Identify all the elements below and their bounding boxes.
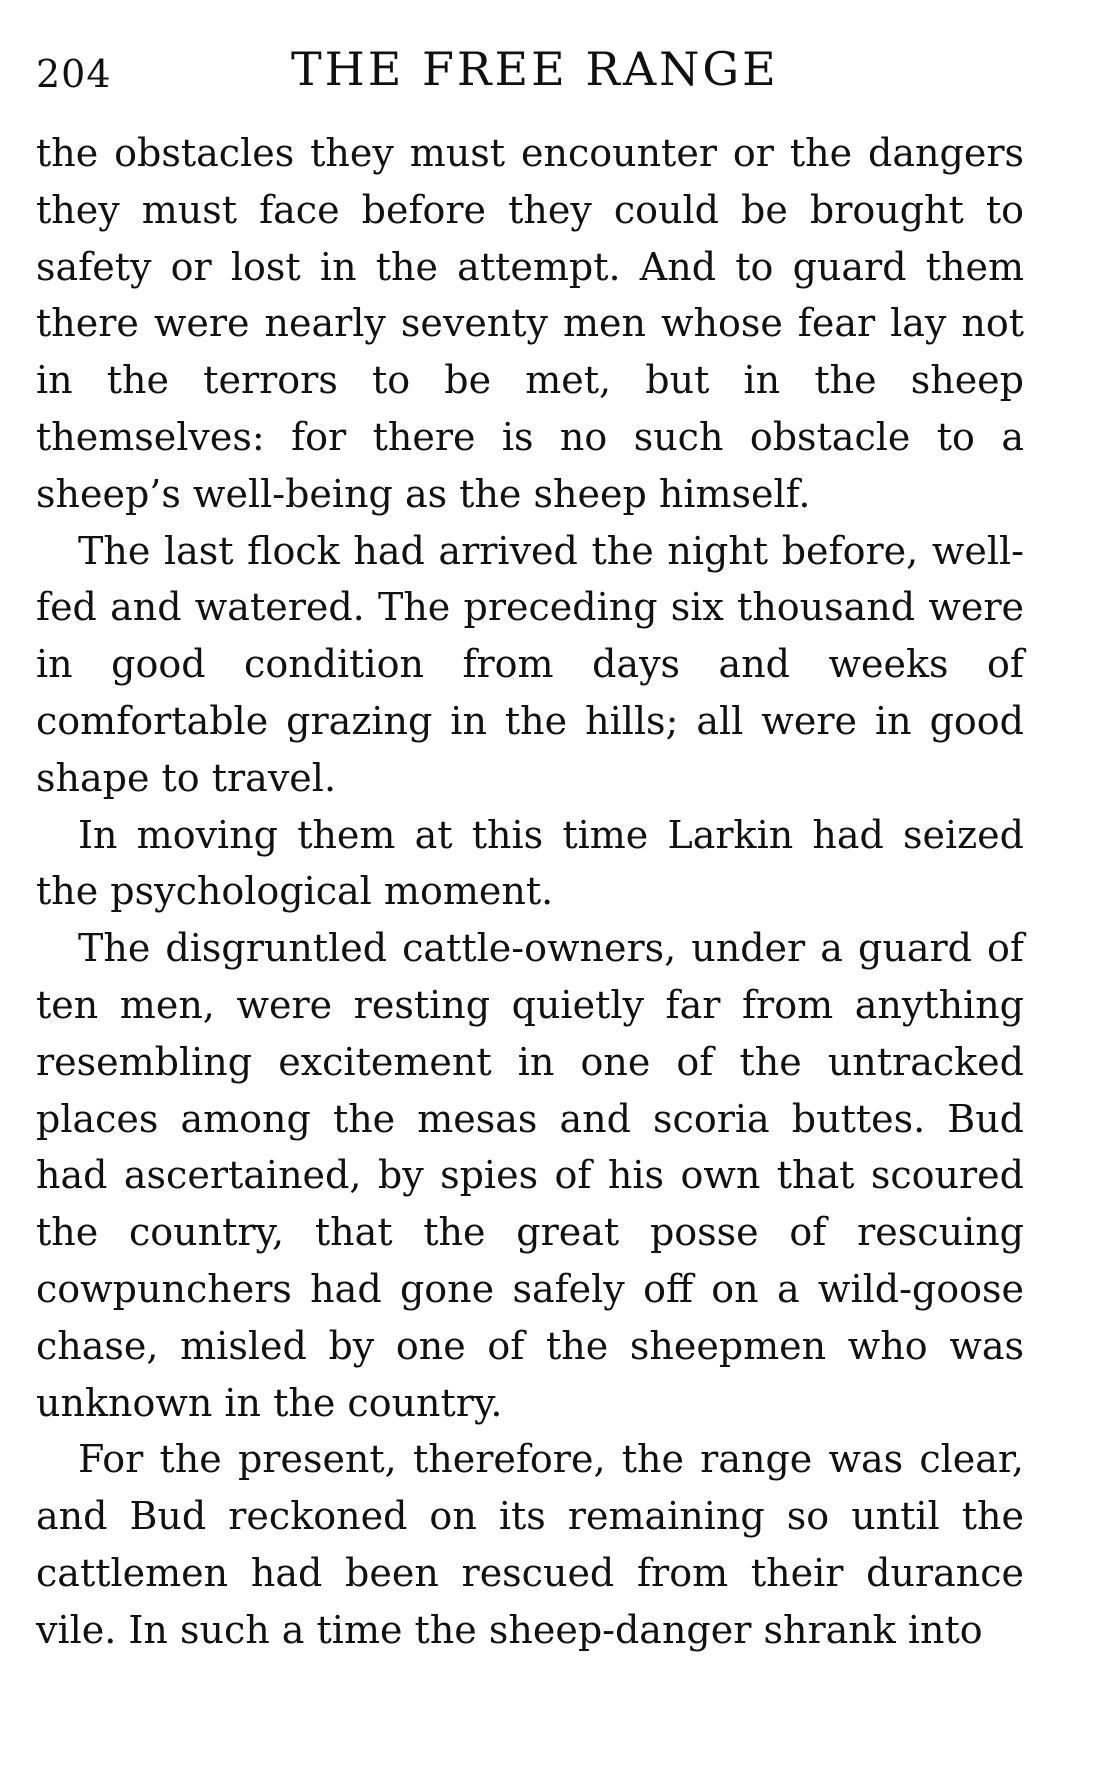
paragraph: For the present, therefore, the range was clear, and Bud reckoned on its remaining so until the cattlemen had been rescued from their durance vile. In such a time the sheep-danger shrank into — [36, 1437, 1024, 1652]
paragraph: The disgruntled cattle-owners, under a guard of ten men, were resting quietly far from anything resembling excitement in one of the untracked places among the mesas and scoria buttes. Bud had ascertained, by spies of his own that scoured the country, that the great posse of rescuing cowpunchers had gone safely off on a wild-goose chase, misled by one of the sheepmen who was unknown in the country. — [36, 926, 1024, 1425]
paragraph: In moving them at this time Larkin had seized the psychological moment. — [36, 812, 1024, 914]
page-number: 204 — [36, 52, 112, 96]
paragraph: The last flock had arrived the night before, well-fed and watered. The preceding six thousand were in good condition from days and weeks of comfortable grazing in the hills; all were in good shape to travel. — [36, 528, 1024, 800]
body-text — [36, 125, 1024, 1659]
running-title: THE FREE RANGE — [291, 42, 779, 96]
page-header — [36, 42, 1016, 102]
paragraph-continued: the obstacles they must encounter or the dangers they must face before they could be brought to safety or lost in the attempt. And to guard them there were nearly seventy men whose fear lay not in the terrors to be met, but in the sheep themselves: for there is no such obstacle to a sheep’s well-being as the sheep himself. — [36, 131, 1024, 516]
